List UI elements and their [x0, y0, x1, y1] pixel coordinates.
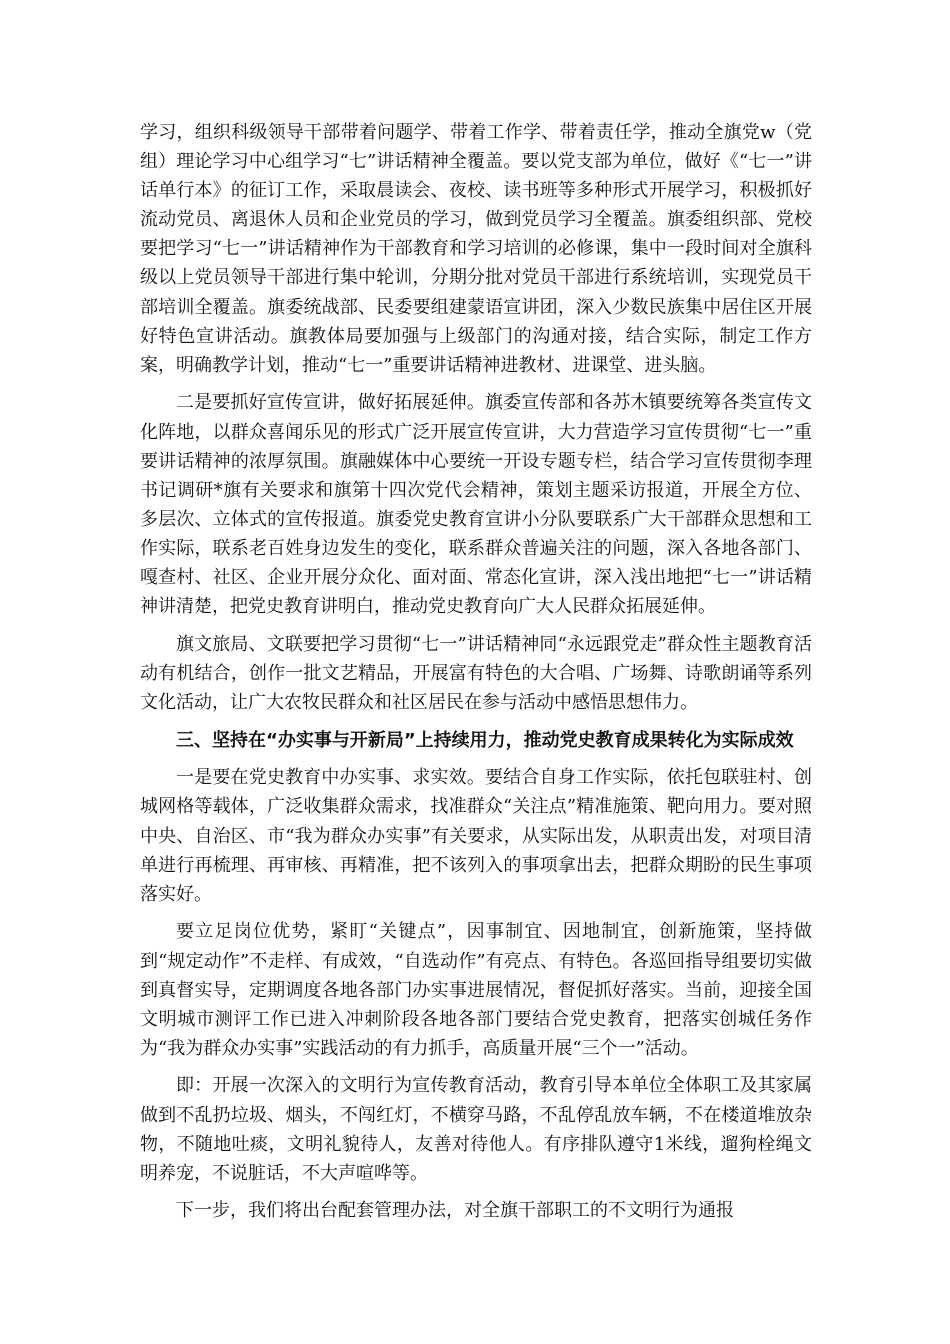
paragraph-publicity: 二是要抓好宣传宣讲，做好拓展延伸。旗委宣传部和各苏木镇要统筹各类宣传文化阵地，以群众喜闻乐见的形式广泛开展宣传宣讲，大力营造学习宣传贯彻“七一”重要讲话精神的浓厚氛围。旗融媒体中心要统一开设专题专栏，结合学习宣传贯彻李理书记调研*旗有关要求和旗第十四次党代会精神，策划主题采访报道，开展全方位、多层次、立体式的宣传报道。旗委党史教育宣讲小分队要联系广大干部群众思想和工作实际，联系老百姓身边发生的变化，联系群众普遍关注的问题，深入各地各部门、嘎查村、社区、企业开展分众化、面对面、常态化宣讲，深入浅出地把“七一”讲话精神讲清楚，把党史教育讲明白，推动党史教育向广大人民群众拓展延伸。 [140, 392, 812, 618]
paragraph-practical-matters: 一是要在党史教育中办实事、求实效。要结合自身工作实际，依托包联驻村、创城网格等载体，广泛收集群众需求，找准群众“关注点”精准施策、靶向用力。要对照中央、自治区、市“我为群众办实事”有关要求，从实际出发，从职责出发，对项目清单进行再梳理、再审核、再精准，把不该列入的事项拿出去，把群众期盼的民生事项落实好。 [140, 767, 812, 905]
paragraph-study-coverage: 学习，组织科级领导干部带着问题学、带着工作学、带着责任学，推动全旗党w（党组）理论学习中心组学习“七”讲话精神全覆盖。要以党支部为单位，做好《“七一”讲话单行本》的征订工作，采取晨读会、夜校、读书班等多种形式开展学习，积极抓好流动党员、离退休人员和企业党员的学习，做到党员学习全覆盖。旗委组织部、党校要把学习“七一”讲话精神作为干部教育和学习培训的必修课，集中一段时间对全旗科级以上党员领导干部进行集中轮训，分期分批对党员干部进行系统培训，实现党员干部培训全覆盖。旗委统战部、民委要组建蒙语宣讲团，深入少数民族集中居住区开展好特色宣讲活动。旗教体局要加强与上级部门的沟通对接，结合实际，制定工作方案，明确教学计划，推动“七一”重要讲话精神进教材、进课堂、进头脑。 [140, 122, 812, 376]
paragraph-civilized-behavior: 即：开展一次深入的文明行为宣传教育活动，教育引导本单位全体职工及其家属做到不乱扔垃圾、烟头，不闯红灯，不横穿马路，不乱停乱放车辆，不在楼道堆放杂物，不随地吐痰，文明礼貌待人，友善对待他人。有序排队遵守1米线，遛狗栓绳文明养宠，不说脏话，不大声喧哗等。 [140, 1075, 812, 1184]
section-heading-three: 三、坚持在“办实事与开新局”上持续用力，推动党史教育成果转化为实际成效 [176, 729, 794, 751]
paragraph-next-step: 下一步，我们将出台配套管理办法，对全旗干部职工的不文明行为通报 [176, 1200, 734, 1222]
paragraph-culture-activities: 旗文旅局、文联要把学习贯彻“七一”讲话精神同“永远跟党走”群众性主题教育活动有机结合，创作一批文艺精品，开展富有特色的大合唱、广场舞、诗歌朗诵等系列文化活动，让广大农牧民群众和社区居民在参与活动中感悟思想伟力。 [140, 633, 812, 713]
paragraph-job-advantages: 要立足岗位优势，紧盯“关键点”，因事制宜、因地制宜，创新施策，坚持做到“规定动作”不走样、有成效，“自选动作”有亮点、有特色。各巡回指导组要切实做到真督实导，定期调度各地各部门办实事进展情况，督促抓好落实。当前，迎接全国文明城市测评工作已进入冲刺阶段各地各部门要结合党史教育，把落实创城任务作为“我为群众办实事”实践活动的有力抓手，高质量开展“三个一”活动。 [140, 921, 812, 1059]
document-page [140, 118, 812, 1234]
